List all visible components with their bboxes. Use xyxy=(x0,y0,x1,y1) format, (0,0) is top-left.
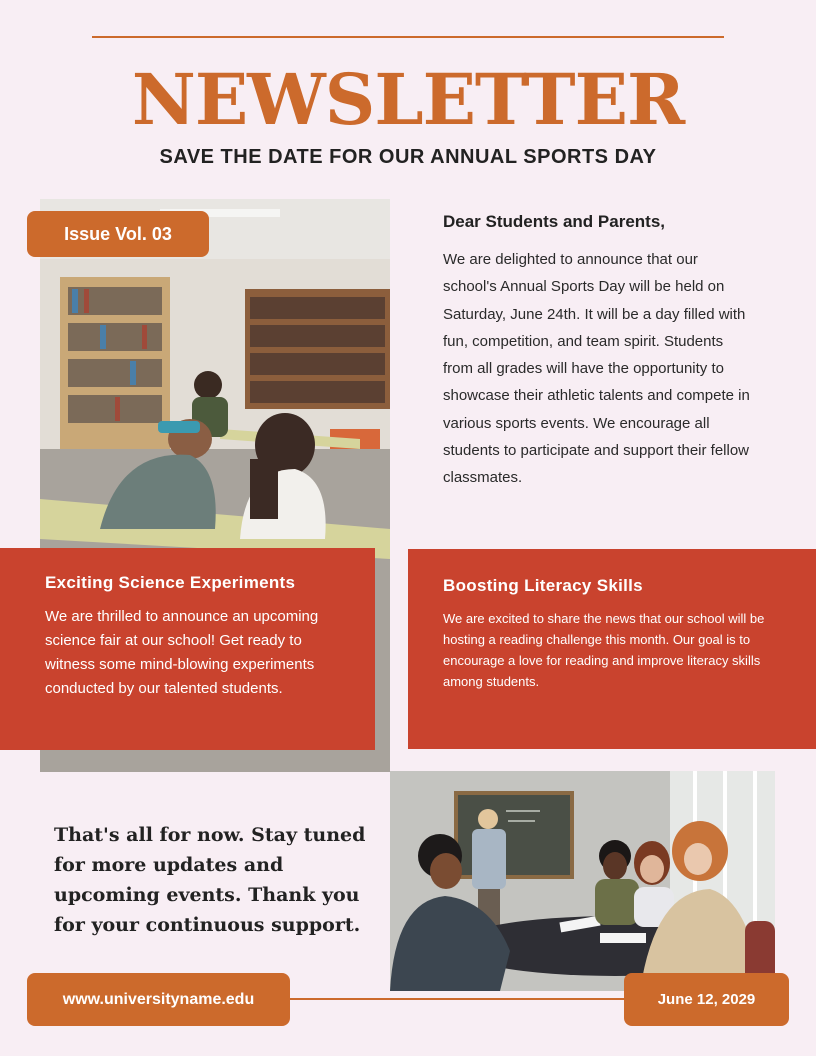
bottom-divider xyxy=(288,998,628,1000)
science-card-title: Exciting Science Experiments xyxy=(45,573,296,592)
date-badge: June 12, 2029 xyxy=(624,973,789,1026)
top-divider xyxy=(92,36,724,38)
literacy-card xyxy=(408,549,816,749)
literacy-card-body: We are excited to share the news that our school will be hosting a reading challenge this month. Our goal is to encourage a love for reading and improve literacy skills among students. xyxy=(443,611,765,689)
science-card-body: We are thrilled to announce an upcoming science fair at our school! Get ready to witness some mind-blowing experiments conducted by our talented students. xyxy=(45,608,319,697)
intro-section xyxy=(443,212,753,492)
closing-message: That's all for now. Stay tuned for more updates and upcoming events. Thank you for your continuous support. xyxy=(54,824,366,936)
science-card xyxy=(0,548,375,750)
issue-badge: Issue Vol. 03 xyxy=(27,211,209,257)
literacy-card-title: Boosting Literacy Skills xyxy=(443,576,643,595)
website-link[interactable]: www.universityname.edu xyxy=(27,973,290,1026)
newsletter-title: NEWSLETTER xyxy=(131,58,685,141)
intro-body: We are delighted to announce that our school's Annual Sports Day will be held on Saturday, June 24th. It will be a day filled with fun, competition, and team spirit. Students from all grades will have the opportunity to showcase their athletic talents and compete in various sports events. We encourage all students to participate and support their fellow classmates. xyxy=(443,251,750,487)
newsletter-subtitle: SAVE THE DATE FOR OUR ANNUAL SPORTS DAY xyxy=(159,146,657,168)
intro-greeting: Dear Students and Parents, xyxy=(443,212,666,231)
classroom-photo xyxy=(390,771,775,991)
